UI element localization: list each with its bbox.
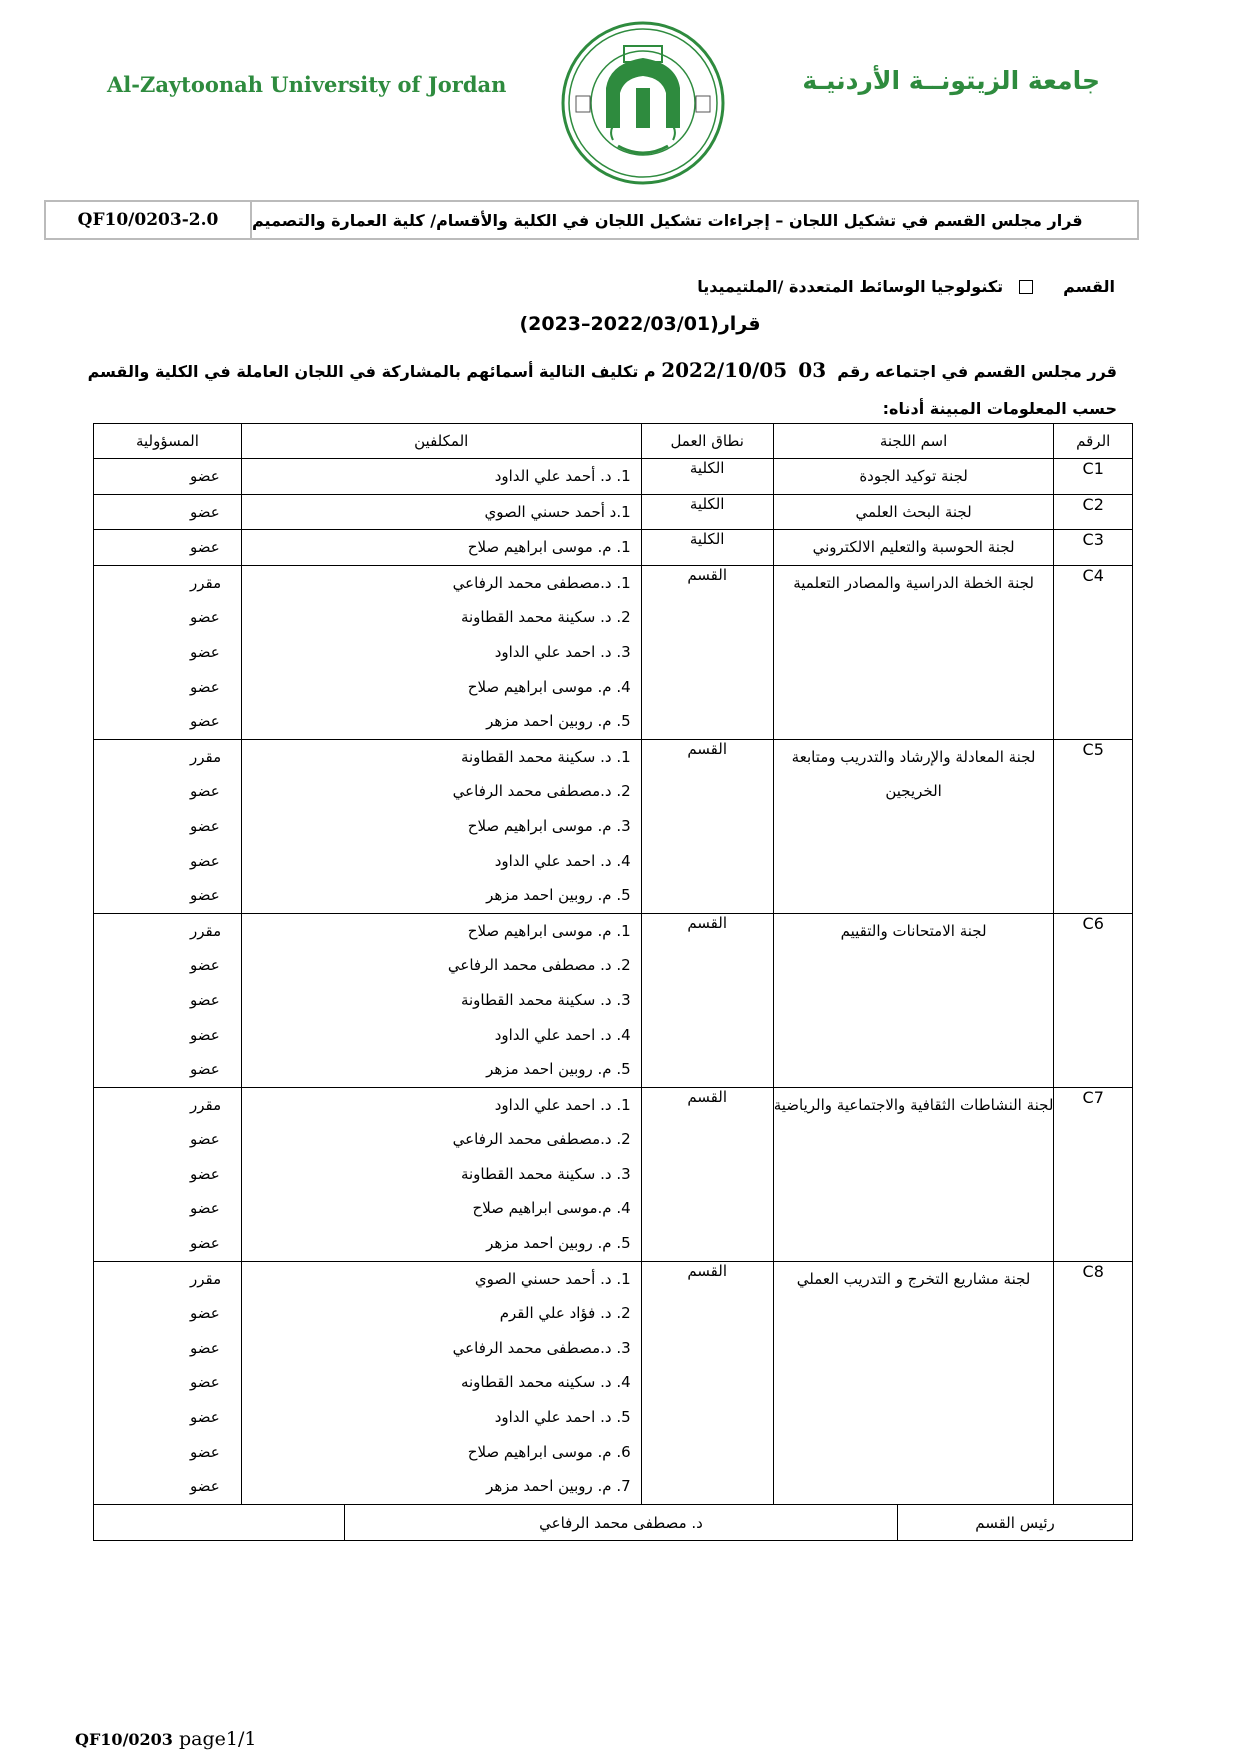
table-row bbox=[94, 565, 1133, 739]
member-name: 3. د. سكينة محمد القطاونة bbox=[460, 990, 631, 1009]
table-row bbox=[94, 1087, 1133, 1261]
committee-name: لجنة البحث العلمي bbox=[773, 494, 1054, 530]
form-title: قرار مجلس القسم في تشكيل اللجان – إجراءات تشكيل اللجان في الكلية والأقسام/ كلية العمارة والتصميم bbox=[252, 210, 1083, 230]
member-role: مقرر bbox=[190, 747, 222, 766]
member-name: 4. م. موسى ابراهيم صلاح bbox=[467, 677, 631, 696]
member-name: 2. د. فؤاد علي القرم bbox=[499, 1304, 631, 1323]
member-role: عضو bbox=[190, 1408, 220, 1427]
member-name: 1. د. سكينة محمد القطاونة bbox=[460, 747, 631, 766]
committee-scope: القسم bbox=[641, 565, 773, 739]
member-role: عضو bbox=[190, 1164, 220, 1183]
university-name-en: Al-Zaytoonah University of Jordan bbox=[107, 72, 507, 97]
university-name-ar: جامعة الزيتونــة الأردنيـة bbox=[802, 66, 1100, 95]
member-name: 4. د. سكينه محمد القطاونه bbox=[460, 1373, 631, 1392]
member-role: عضو bbox=[190, 816, 220, 835]
member-name: 2. د.مصطفى محمد الرفاعي bbox=[452, 1130, 631, 1149]
member-role: مقرر bbox=[190, 1095, 222, 1114]
member-role: مقرر bbox=[190, 573, 222, 592]
member-role: عضو bbox=[190, 1477, 220, 1496]
committee-number: C2 bbox=[1054, 494, 1133, 530]
intro-part1: قرر مجلس القسم في اجتماعه رقم bbox=[837, 362, 1117, 381]
member-role: عضو bbox=[190, 1373, 220, 1392]
committee-scope: الكلية bbox=[641, 459, 773, 495]
committee-members bbox=[241, 1087, 641, 1261]
committee-number: C6 bbox=[1054, 913, 1133, 1087]
committee-scope: الكلية bbox=[641, 530, 773, 566]
committee-name: لجنة مشاريع التخرج و التدريب العملي bbox=[773, 1261, 1054, 1504]
member-role: عضو bbox=[190, 608, 220, 627]
member-name: 4. د. احمد علي الداود bbox=[494, 851, 631, 870]
member-role: عضو bbox=[190, 538, 220, 557]
member-role: عضو bbox=[190, 642, 220, 661]
member-role: عضو bbox=[190, 1338, 220, 1357]
header-members: المكلفين bbox=[241, 424, 641, 459]
member-role: عضو bbox=[190, 467, 220, 485]
table-row bbox=[94, 459, 1133, 495]
member-role: عضو bbox=[190, 1304, 220, 1323]
footer-page: page1/1 bbox=[178, 1728, 257, 1750]
table-row bbox=[94, 1261, 1133, 1504]
member-name: 3. د. سكينة محمد القطاونة bbox=[460, 1164, 631, 1183]
committee-scope: القسم bbox=[641, 913, 773, 1087]
member-name: 4. د. احمد علي الداود bbox=[494, 1025, 631, 1044]
member-name: 1. م. موسى ابراهيم صلاح bbox=[467, 921, 631, 940]
member-name: 6. م. موسى ابراهيم صلاح bbox=[467, 1442, 631, 1461]
committee-name: لجنة الحوسبة والتعليم الالكتروني bbox=[773, 530, 1054, 566]
committee-number: C7 bbox=[1054, 1087, 1133, 1261]
committee-roles bbox=[94, 530, 242, 566]
intro-paragraph bbox=[72, 352, 1117, 427]
member-role: عضو bbox=[190, 1060, 220, 1079]
table-row bbox=[94, 530, 1133, 566]
signature-box[interactable] bbox=[94, 1505, 345, 1541]
committee-members bbox=[241, 494, 641, 530]
committee-members bbox=[241, 459, 641, 495]
table-row bbox=[94, 913, 1133, 1087]
committee-name: لجنة المعادلة والإرشاد والتدريب ومتابعة الخريجين bbox=[773, 739, 1054, 913]
committee-scope: القسم bbox=[641, 1261, 773, 1504]
member-role: عضو bbox=[190, 782, 220, 801]
header-name: اسم اللجنة bbox=[773, 424, 1054, 459]
member-role: عضو bbox=[190, 502, 220, 521]
member-name: 5. م. روبين احمد مزهر bbox=[486, 712, 631, 731]
committee-number: C4 bbox=[1054, 565, 1133, 739]
signature-name: د. مصطفى محمد الرفاعي bbox=[345, 1505, 898, 1541]
member-name: 3. د. احمد علي الداود bbox=[494, 642, 631, 661]
signature-label: رئيس القسم bbox=[898, 1505, 1133, 1541]
committee-members bbox=[241, 530, 641, 566]
member-name: 5. م. روبين احمد مزهر bbox=[486, 1060, 631, 1079]
member-name: 7. م. روبين احمد مزهر bbox=[486, 1477, 631, 1496]
member-role: عضو bbox=[190, 990, 220, 1009]
member-name: 1. د. أحمد حسني الصوي bbox=[474, 1269, 631, 1288]
committee-name: لجنة الامتحانات والتقييم bbox=[773, 913, 1054, 1087]
form-header bbox=[44, 200, 1139, 240]
member-name: 3. م. موسى ابراهيم صلاح bbox=[467, 816, 631, 835]
page-footer bbox=[75, 1728, 256, 1750]
department-checkbox[interactable] bbox=[1019, 280, 1033, 294]
signature-table bbox=[93, 1504, 1133, 1541]
committee-roles bbox=[94, 913, 242, 1087]
committee-roles bbox=[94, 459, 242, 495]
member-role: عضو bbox=[190, 677, 220, 696]
committee-scope: القسم bbox=[641, 739, 773, 913]
table-row bbox=[94, 739, 1133, 913]
committee-roles bbox=[94, 565, 242, 739]
meeting-date: 2022/10/05 bbox=[661, 358, 788, 382]
member-name: 2. د. مصطفى محمد الرفاعي bbox=[447, 956, 631, 975]
committee-roles bbox=[94, 739, 242, 913]
department-label: القسم bbox=[1063, 277, 1115, 296]
committee-name: لجنة النشاطات الثقافية والاجتماعية والرياضية bbox=[773, 1087, 1054, 1261]
university-seal-icon bbox=[558, 18, 728, 188]
member-role: مقرر bbox=[190, 921, 222, 940]
department-name: تكنولوجيا الوسائط المتعددة /الملتيميديا bbox=[697, 277, 1004, 296]
committee-number: C1 bbox=[1054, 459, 1133, 495]
member-name: 1. د. أحمد علي الداود bbox=[494, 467, 631, 485]
committee-members bbox=[241, 1261, 641, 1504]
committee-scope: الكلية bbox=[641, 494, 773, 530]
member-role: عضو bbox=[190, 1442, 220, 1461]
member-role: عضو bbox=[190, 1025, 220, 1044]
committees-table bbox=[93, 423, 1133, 1505]
committee-number: C3 bbox=[1054, 530, 1133, 566]
member-name: 2. د. سكينة محمد القطاونة bbox=[460, 608, 631, 627]
header-num: الرقم bbox=[1054, 424, 1133, 459]
member-name: 5. د. احمد علي الداود bbox=[494, 1408, 631, 1427]
committee-number: C8 bbox=[1054, 1261, 1133, 1504]
committee-roles bbox=[94, 1261, 242, 1504]
committee-roles bbox=[94, 1087, 242, 1261]
member-name: 1. د. احمد علي الداود bbox=[494, 1095, 631, 1114]
footer-code: QF10/0203 bbox=[75, 1730, 173, 1749]
committee-scope: القسم bbox=[641, 1087, 773, 1261]
committee-members bbox=[241, 739, 641, 913]
member-name: 1. د.مصطفى محمد الرفاعي bbox=[452, 573, 631, 592]
department-row bbox=[697, 277, 1115, 296]
member-name: 5. م. روبين احمد مزهر bbox=[486, 1234, 631, 1253]
member-name: 1.د أحمد حسني الصوي bbox=[484, 502, 631, 521]
member-role: مقرر bbox=[190, 1269, 222, 1288]
member-name: 1. م. موسى ابراهيم صلاح bbox=[467, 538, 631, 557]
member-name: 3. د.مصطفى محمد الرفاعي bbox=[452, 1338, 631, 1357]
header-scope: نطاق العمل bbox=[641, 424, 773, 459]
form-code: QF10/0203-2.0 bbox=[46, 202, 252, 238]
member-role: عضو bbox=[190, 956, 220, 975]
table-header-row bbox=[94, 424, 1133, 459]
committee-roles bbox=[94, 494, 242, 530]
committee-members bbox=[241, 913, 641, 1087]
decision-number: قرار(2022/03/01–2023) bbox=[519, 313, 761, 335]
committee-name: لجنة الخطة الدراسية والمصادر التعلمية bbox=[773, 565, 1054, 739]
member-name: 5. م. روبين احمد مزهر bbox=[486, 886, 631, 905]
meeting-number: 03 bbox=[798, 358, 827, 382]
member-role: عضو bbox=[190, 1199, 220, 1218]
member-name: 4. م.موسى ابراهيم صلاح bbox=[472, 1199, 631, 1218]
member-role: عضو bbox=[190, 851, 220, 870]
intro-part2: م تكليف التالية أسمائهم بالمشاركة في اللجان العاملة في الكلية والقسم حسب المعلومات المبينة أدناه: bbox=[87, 362, 1117, 418]
committee-number: C5 bbox=[1054, 739, 1133, 913]
committee-name: لجنة توكيد الجودة bbox=[773, 459, 1054, 495]
member-role: عضو bbox=[190, 886, 220, 905]
member-role: عضو bbox=[190, 1130, 220, 1149]
table-row bbox=[94, 494, 1133, 530]
committee-members bbox=[241, 565, 641, 739]
member-role: عضو bbox=[190, 1234, 220, 1253]
header-role: المسؤولية bbox=[94, 424, 242, 459]
member-name: 2. د.مصطفى محمد الرفاعي bbox=[452, 782, 631, 801]
member-role: عضو bbox=[190, 712, 220, 731]
